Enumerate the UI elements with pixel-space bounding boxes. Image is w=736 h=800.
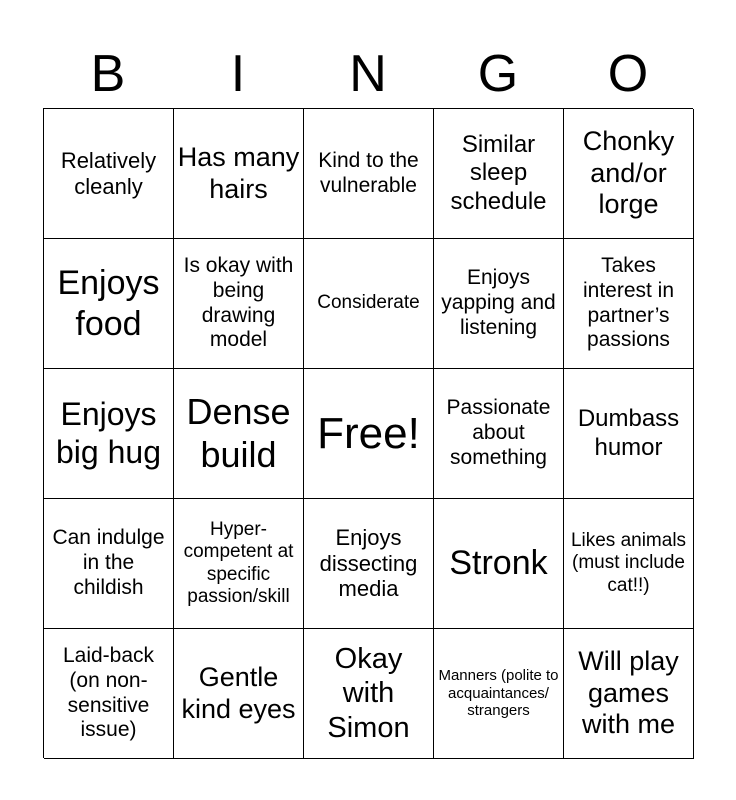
free-space-cell[interactable]: [304, 369, 434, 499]
bingo-cell[interactable]: [304, 629, 434, 759]
bingo-cell[interactable]: [564, 109, 694, 239]
cell-text: Can indulge in the childish: [52, 526, 165, 599]
header-letter-i: I: [230, 45, 246, 103]
bingo-cell[interactable]: [174, 239, 304, 369]
bingo-cell[interactable]: [564, 499, 694, 629]
cell-text: Enjoys food: [57, 264, 160, 343]
cell-text: Considerate: [317, 292, 420, 314]
bingo-cell[interactable]: [564, 239, 694, 369]
bingo-cell[interactable]: [174, 369, 304, 499]
header-letter-g: G: [477, 45, 519, 103]
cell-text: Okay with Simon: [327, 643, 410, 744]
cell-text: Stronk: [449, 544, 548, 583]
bingo-cell[interactable]: [434, 369, 564, 499]
bingo-cell[interactable]: [304, 109, 434, 239]
cell-text: Dense build: [186, 391, 291, 475]
cell-text: Hyper-competent at specific passion/skill: [183, 518, 294, 607]
bingo-cell[interactable]: [304, 239, 434, 369]
cell-text: Enjoys big hug: [56, 395, 161, 470]
header-letter-o: O: [607, 45, 649, 103]
cell-text: Will play games with me: [578, 645, 679, 740]
cell-text: Manners (polite to acquaintances/ strangers: [438, 666, 559, 720]
bingo-cell[interactable]: [44, 629, 174, 759]
header-letter-n: N: [349, 45, 387, 103]
cell-text: Relatively cleanly: [60, 147, 157, 199]
bingo-cell[interactable]: [44, 239, 174, 369]
cell-text: Is okay with being drawing model: [183, 253, 294, 352]
bingo-cell[interactable]: [174, 629, 304, 759]
cell-text: Enjoys yapping and listening: [441, 266, 556, 339]
bingo-cell[interactable]: [174, 109, 304, 239]
bingo-cell[interactable]: [564, 369, 694, 499]
cell-text: Has many hairs: [177, 141, 300, 204]
bingo-board: [43, 108, 693, 758]
bingo-cell[interactable]: [44, 109, 174, 239]
cell-text: Enjoys dissecting media: [319, 524, 418, 602]
cell-text: Chonky and/or lorge: [582, 125, 675, 220]
bingo-cell[interactable]: [434, 629, 564, 759]
cell-text: Similar sleep schedule: [450, 131, 547, 215]
bingo-cell[interactable]: [44, 369, 174, 499]
cell-text: Likes animals (must include cat!!): [570, 529, 687, 596]
cell-text: Laid-back (on non-sensitive issue): [62, 643, 155, 742]
bingo-cell[interactable]: [174, 499, 304, 629]
cell-text: Takes interest in partner’s passions: [582, 253, 675, 352]
bingo-cell[interactable]: [434, 239, 564, 369]
free-space-text: Free!: [317, 408, 420, 458]
bingo-cell[interactable]: [434, 499, 564, 629]
header-letter-b: B: [90, 45, 126, 103]
cell-text: Kind to the vulnerable: [318, 148, 419, 197]
bingo-header: [43, 40, 693, 108]
bingo-cell[interactable]: [564, 629, 694, 759]
bingo-cell[interactable]: [44, 499, 174, 629]
cell-text: Dumbass humor: [577, 405, 680, 461]
cell-text: Gentle kind eyes: [181, 661, 296, 724]
bingo-cell[interactable]: [304, 499, 434, 629]
bingo-cell[interactable]: [434, 109, 564, 239]
cell-text: Passionate about something: [446, 396, 551, 469]
